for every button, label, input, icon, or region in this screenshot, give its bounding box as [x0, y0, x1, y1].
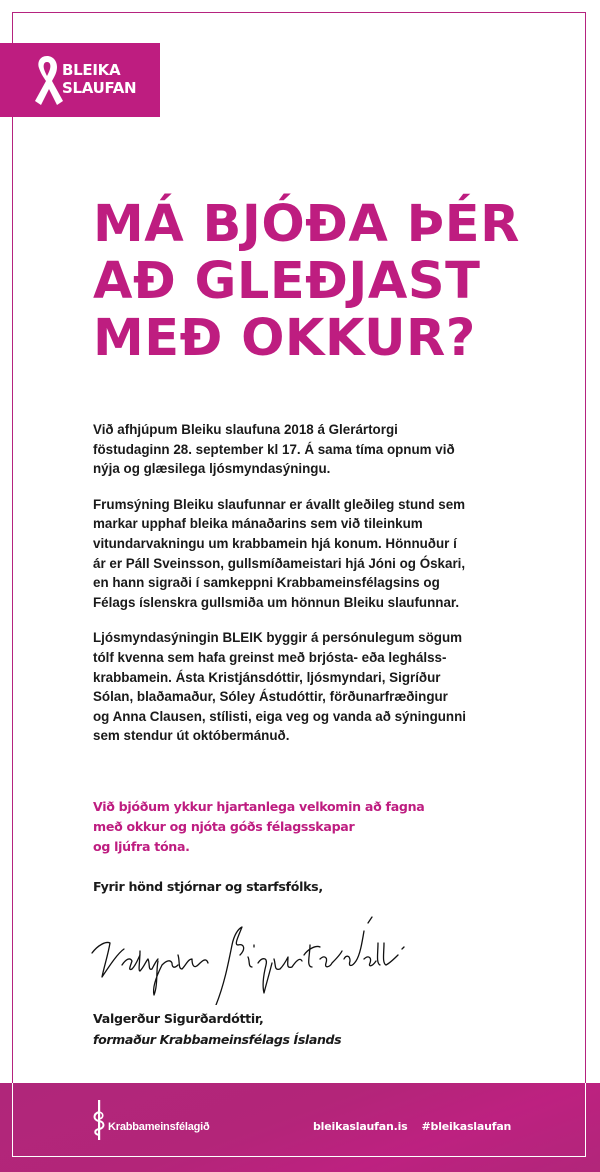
logo-wordmark [62, 61, 136, 97]
paragraph-premiere [93, 495, 533, 613]
text-line: Félags íslenskra gullsmiða um hönnun Bleiku slaufunnar. [93, 594, 460, 610]
body-text [93, 420, 533, 762]
signature-icon [88, 915, 408, 1005]
invitation-text [93, 797, 513, 857]
signer-name: Valgerður Sigurðardóttir, [93, 1011, 264, 1026]
paragraph-unveiling [93, 420, 533, 479]
text-line: tólf kvenna sem hafa greinst með brjósta- eða leghálss- [93, 649, 447, 665]
invitation-line: með okkur og njóta góðs félagsskapar [93, 819, 355, 834]
text-line: markar upphaf bleika mánaðarins sem við tileinkum [93, 516, 423, 532]
bleika-slaufan-logo [0, 43, 160, 117]
text-line: Ljósmyndasýningin BLEIK byggir á persónulegum sögum [93, 630, 463, 646]
text-line: en hann sigraði í samkeppni Krabbameinsfélagsins og [93, 575, 440, 591]
logo-line-1: BLEIKA [62, 61, 121, 79]
org-name: Krabbameinsfélagið [108, 1121, 210, 1133]
text-line: og Anna Clausen, stílisti, eiga veg og vanda að sýningunni [93, 708, 467, 724]
paragraph-exhibition [93, 628, 533, 746]
text-line: föstudaginn 28. september kl 17. Á sama tíma opnum við [93, 441, 455, 457]
hashtag-link[interactable]: #bleikaslaufan [421, 1120, 512, 1133]
headline [93, 196, 573, 367]
invitation-line: Við bjóðum ykkur hjartanlega velkomin að fagna [93, 799, 425, 814]
invitation-line: og ljúfra tóna. [93, 839, 190, 854]
text-line: ár er Páll Sveinsson, gullsmíðameistari hjá Jóni og Óskari, [93, 555, 466, 571]
logo-line-2: SLAUFAN [62, 79, 137, 97]
headline-line: MEÐ OKKUR? [93, 309, 476, 368]
text-line: nýja og glæsilega ljósmyndasýningu. [93, 461, 331, 477]
headline-line: MÁ BJÓÐA ÞÉR [93, 195, 520, 254]
footer-links [313, 1120, 511, 1133]
closing-greeting: Fyrir hönd stjórnar og starfsfólks, [93, 879, 323, 894]
text-line: krabbamein. Ásta Kristjánsdóttir, ljósmyndari, Sigríður [93, 669, 441, 685]
text-line: Við afhjúpum Bleiku slaufuna 2018 á Glerártorgi [93, 422, 398, 437]
pink-ribbon-icon [30, 53, 64, 109]
headline-line: AÐ GLEÐJAST [93, 252, 481, 311]
text-line: Sólan, blaðamaður, Sóley Ástudóttir, förðunarfræðingur [93, 689, 448, 705]
text-line: Frumsýning Bleiku slaufunnar er ávallt gleðileg stund sem [93, 496, 466, 512]
footer-band [0, 1083, 600, 1172]
website-link[interactable]: bleikaslaufan.is [313, 1120, 408, 1133]
signer-title: formaður Krabbameinsfélags Íslands [93, 1032, 342, 1047]
text-line: vitundarvakningu um krabbamein hjá konum. Hönnuður í [93, 535, 457, 551]
caduceus-icon [92, 1100, 106, 1140]
text-line: sem stendur út októbermánuð. [93, 728, 290, 744]
